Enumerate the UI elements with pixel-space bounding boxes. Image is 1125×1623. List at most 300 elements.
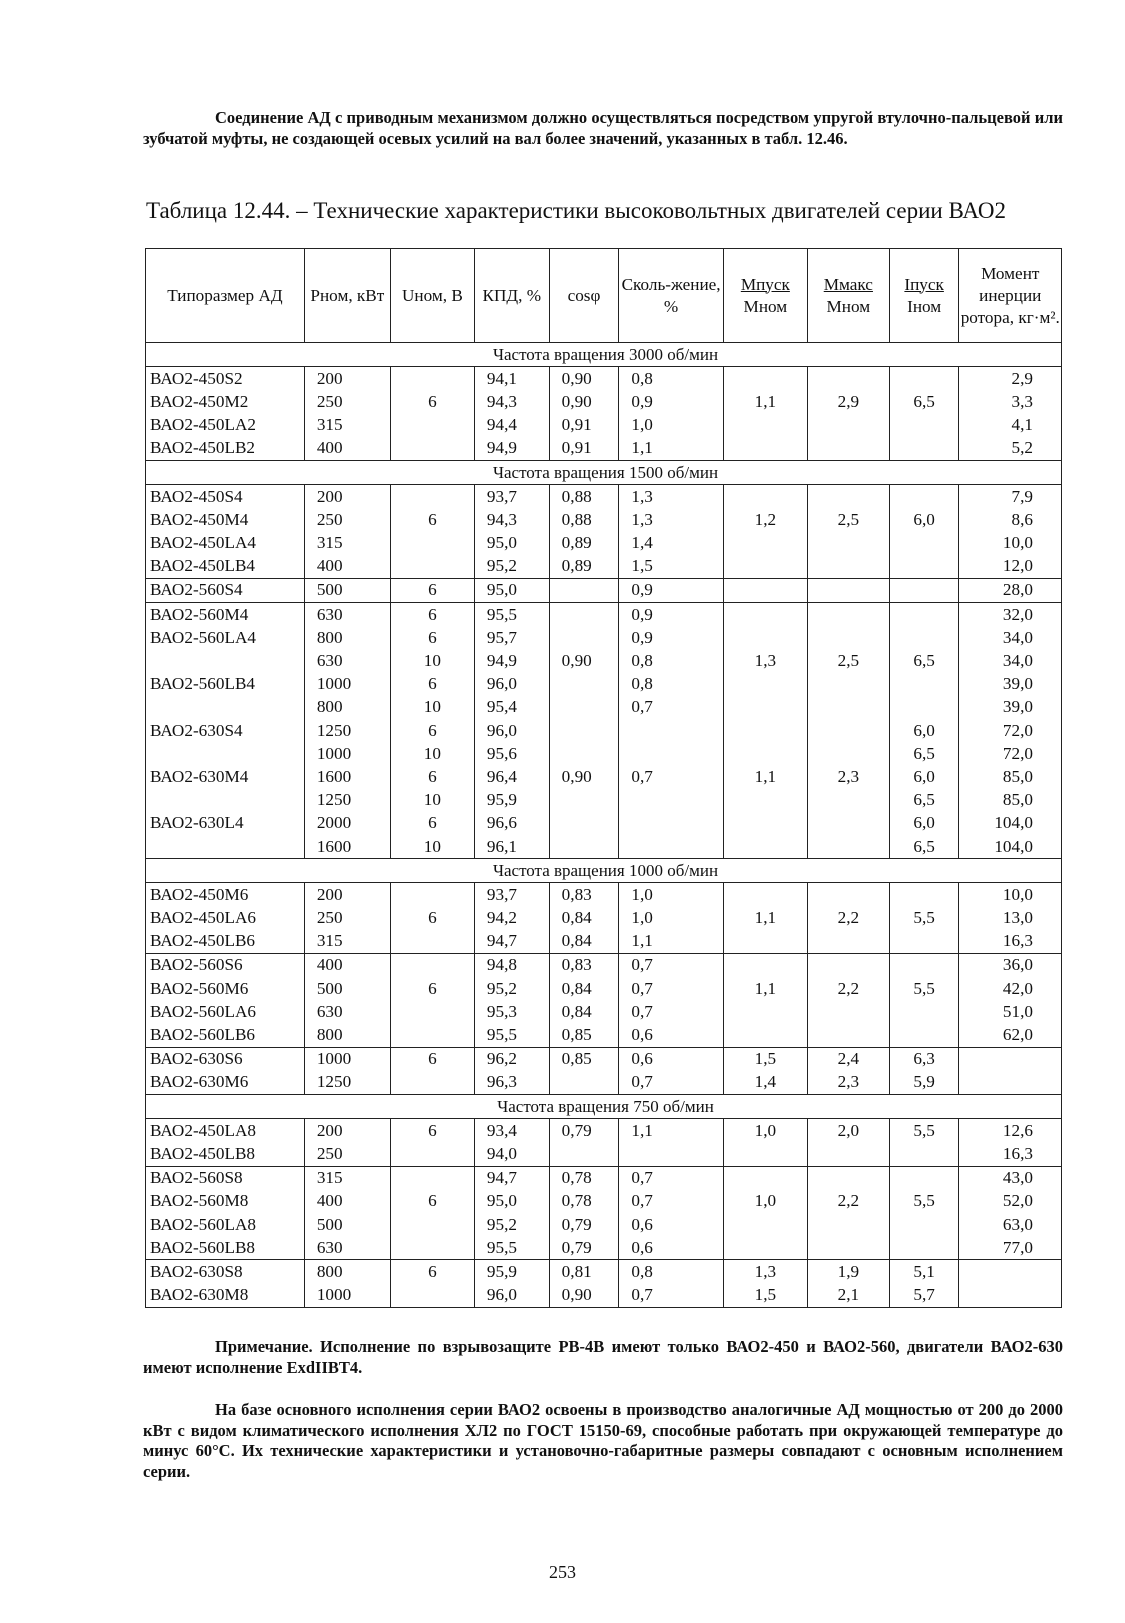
table-cell: [723, 485, 807, 509]
table-cell: 63,0: [959, 1213, 1062, 1236]
header-efficiency: КПД, %: [474, 249, 549, 343]
header-istart-bottom: Iном: [907, 296, 942, 316]
table-cell: 0,89: [549, 555, 619, 579]
table-cell: 72,0: [959, 719, 1062, 742]
table-cell: [390, 532, 474, 555]
body-paragraph: На базе основного исполнения серии ВАО2 освоены в производство аналогичные АД мощностью от 200 до 2000 кВт с видом климатического исполнения ХЛ2 по ГОСТ 15150-69, способные работать при окружающей температуре до минус 60°С. Их технические характеристики и установочно-габаритные размеры совпадают с основным исполнением серии.: [143, 1400, 1063, 1481]
table-row: [146, 1000, 1062, 1023]
table-cell: 104,0: [959, 812, 1062, 835]
table-cell: 0,7: [619, 953, 724, 977]
table-cell: 95,2: [474, 1213, 549, 1236]
table-cell: 1000: [304, 742, 390, 765]
table-cell: 200: [304, 367, 390, 391]
table-cell: [549, 812, 619, 835]
table-cell: [723, 367, 807, 391]
table-cell: [549, 719, 619, 742]
section-title: Частота вращения 750 об/мин: [146, 1095, 1062, 1119]
table-cell: [723, 414, 807, 437]
table-cell: [723, 1213, 807, 1236]
table-row: [146, 1023, 1062, 1047]
table-cell: 2,5: [807, 508, 889, 531]
table-cell: 0,7: [619, 1190, 724, 1213]
table-cell: 0,78: [549, 1166, 619, 1190]
table-cell: ВАО2-560S6: [146, 953, 305, 977]
table-cell: 0,90: [549, 765, 619, 788]
table-cell: 1,3: [723, 1260, 807, 1284]
table-cell: [619, 789, 724, 812]
table-cell: 96,2: [474, 1047, 549, 1071]
table-cell: 95,2: [474, 977, 549, 1000]
table-row: [146, 1071, 1062, 1095]
table-cell: 1,0: [619, 883, 724, 907]
table-row: [146, 603, 1062, 627]
table-cell: 28,0: [959, 578, 1062, 602]
table-cell: [723, 696, 807, 719]
table-cell: 0,90: [549, 367, 619, 391]
table-cell: 2,9: [807, 390, 889, 413]
table-row: [146, 1142, 1062, 1166]
table-cell: ВАО2-450LA8: [146, 1119, 305, 1143]
table-cell: 6: [390, 673, 474, 696]
header-inertia: Момент инерции ротора, кг·м².: [959, 249, 1062, 343]
table-cell: 630: [304, 603, 390, 627]
table-cell: 6: [390, 508, 474, 531]
table-cell: ВАО2-630М8: [146, 1284, 305, 1308]
table-cell: 6,5: [889, 789, 959, 812]
table-cell: [889, 1166, 959, 1190]
table-row: [146, 835, 1062, 859]
table-cell: 85,0: [959, 765, 1062, 788]
table-cell: 1,1: [619, 930, 724, 954]
table-cell: [146, 742, 305, 765]
table-cell: 95,5: [474, 603, 549, 627]
table-cell: 1,1: [723, 977, 807, 1000]
table-cell: ВАО2-450LA4: [146, 532, 305, 555]
table-row: [146, 367, 1062, 391]
table-cell: [889, 673, 959, 696]
table-cell: 6,5: [889, 835, 959, 859]
table-cell: 62,0: [959, 1023, 1062, 1047]
table-cell: 0,8: [619, 1260, 724, 1284]
table-cell: [889, 930, 959, 954]
table-cell: ВАО2-560LA8: [146, 1213, 305, 1236]
table-cell: [959, 1047, 1062, 1071]
table-cell: 95,9: [474, 789, 549, 812]
table-cell: [390, 555, 474, 579]
table-cell: [723, 930, 807, 954]
table-row: [146, 649, 1062, 672]
table-cell: 39,0: [959, 696, 1062, 719]
table-cell: 250: [304, 508, 390, 531]
table-row: [146, 742, 1062, 765]
table-cell: ВАО2-560S8: [146, 1166, 305, 1190]
table-cell: 500: [304, 578, 390, 602]
table-cell: 800: [304, 696, 390, 719]
header-power: Pном, кВт: [304, 249, 390, 343]
table-cell: [723, 1166, 807, 1190]
table-cell: [807, 742, 889, 765]
table-cell: [146, 835, 305, 859]
table-cell: 0,90: [549, 649, 619, 672]
table-row: [146, 719, 1062, 742]
header-mstart-bottom: Мном: [743, 296, 788, 316]
table-cell: ВАО2-630L4: [146, 812, 305, 835]
table-cell: 1,5: [619, 555, 724, 579]
table-cell: [807, 1236, 889, 1260]
table-cell: 1,2: [723, 508, 807, 531]
table-cell: ВАО2-560М6: [146, 977, 305, 1000]
table-cell: [549, 835, 619, 859]
header-mmax: [807, 249, 889, 343]
table-cell: 2,3: [807, 765, 889, 788]
table-cell: 0,79: [549, 1213, 619, 1236]
table-cell: 0,6: [619, 1023, 724, 1047]
table-cell: [723, 1236, 807, 1260]
page-number: 253: [549, 1562, 576, 1582]
table-cell: 8,6: [959, 508, 1062, 531]
table-cell: ВАО2-450М6: [146, 883, 305, 907]
table-cell: 1250: [304, 789, 390, 812]
table-cell: 800: [304, 1023, 390, 1047]
section-title: Частота вращения 1000 об/мин: [146, 859, 1062, 883]
table-cell: [723, 883, 807, 907]
table-cell: ВАО2-560LB4: [146, 673, 305, 696]
table-cell: 5,2: [959, 437, 1062, 461]
table-cell: [723, 532, 807, 555]
table-cell: 95,9: [474, 1260, 549, 1284]
table-row: [146, 883, 1062, 907]
table-cell: [723, 812, 807, 835]
table-cell: 315: [304, 930, 390, 954]
table-cell: 0,7: [619, 1284, 724, 1308]
table-row: [146, 508, 1062, 531]
table-cell: 95,0: [474, 1190, 549, 1213]
table-cell: ВАО2-450LA6: [146, 907, 305, 930]
table-cell: 200: [304, 1119, 390, 1143]
table-cell: 315: [304, 532, 390, 555]
table-cell: 0,6: [619, 1047, 724, 1071]
table-cell: 0,7: [619, 765, 724, 788]
table-cell: 94,7: [474, 930, 549, 954]
table-cell: ВАО2-450LB2: [146, 437, 305, 461]
table-cell: ВАО2-450LB4: [146, 555, 305, 579]
table-cell: [390, 1071, 474, 1095]
table-cell: 85,0: [959, 789, 1062, 812]
table-cell: 0,84: [549, 1000, 619, 1023]
table-cell: [807, 1023, 889, 1047]
table-cell: ВАО2-630М4: [146, 765, 305, 788]
table-cell: 96,0: [474, 719, 549, 742]
table-cell: 10,0: [959, 532, 1062, 555]
table-cell: 95,2: [474, 555, 549, 579]
table-cell: [807, 1166, 889, 1190]
table-cell: 6,0: [889, 812, 959, 835]
table-cell: [889, 485, 959, 509]
table-row: [146, 789, 1062, 812]
table-cell: [807, 555, 889, 579]
table-cell: [889, 626, 959, 649]
table-cell: [390, 1023, 474, 1047]
table-cell: 36,0: [959, 953, 1062, 977]
table-cell: 6: [390, 1119, 474, 1143]
table-cell: 6: [390, 626, 474, 649]
motor-specs-table: [145, 248, 1062, 1308]
table-cell: 94,9: [474, 437, 549, 461]
table-cell: 94,2: [474, 907, 549, 930]
table-cell: [549, 1142, 619, 1166]
table-cell: 72,0: [959, 742, 1062, 765]
header-istart: [889, 249, 959, 343]
table-cell: 12,0: [959, 555, 1062, 579]
table-cell: 94,9: [474, 649, 549, 672]
table-cell: [390, 1166, 474, 1190]
table-cell: ВАО2-450LB8: [146, 1142, 305, 1166]
table-cell: 1,1: [619, 437, 724, 461]
table-cell: ВАО2-630S8: [146, 1260, 305, 1284]
table-cell: 96,4: [474, 765, 549, 788]
table-cell: [807, 930, 889, 954]
table-cell: 95,3: [474, 1000, 549, 1023]
table-cell: [390, 437, 474, 461]
table-cell: 94,4: [474, 414, 549, 437]
table-cell: 77,0: [959, 1236, 1062, 1260]
table-row: [146, 1119, 1062, 1143]
table-row: [146, 696, 1062, 719]
table-cell: 0,9: [619, 390, 724, 413]
table-cell: 104,0: [959, 835, 1062, 859]
table-cell: [889, 696, 959, 719]
table-cell: [549, 626, 619, 649]
table-cell: 93,7: [474, 883, 549, 907]
table-cell: 0,79: [549, 1236, 619, 1260]
table-cell: ВАО2-560LB6: [146, 1023, 305, 1047]
table-cell: [959, 1260, 1062, 1284]
table-cell: [549, 742, 619, 765]
table-cell: 0,84: [549, 907, 619, 930]
table-cell: 42,0: [959, 977, 1062, 1000]
table-row: [146, 673, 1062, 696]
header-mmax-bottom: Мном: [826, 296, 871, 316]
table-cell: [723, 789, 807, 812]
table-cell: [390, 930, 474, 954]
header-mstart-top: Мпуск: [740, 274, 790, 294]
table-cell: [807, 485, 889, 509]
table-cell: [807, 789, 889, 812]
table-cell: 2,3: [807, 1071, 889, 1095]
table-cell: [807, 532, 889, 555]
section-title: Частота вращения 1500 об/мин: [146, 460, 1062, 484]
table-cell: 2,5: [807, 649, 889, 672]
table-cell: [807, 673, 889, 696]
table-cell: 10: [390, 649, 474, 672]
table-cell: 1,4: [723, 1071, 807, 1095]
table-cell: [889, 1236, 959, 1260]
table-cell: 1250: [304, 1071, 390, 1095]
table-cell: 0,85: [549, 1023, 619, 1047]
table-cell: 1,0: [723, 1119, 807, 1143]
table-cell: 94,8: [474, 953, 549, 977]
table-cell: [619, 719, 724, 742]
table-cell: [723, 835, 807, 859]
table-cell: 400: [304, 437, 390, 461]
table-cell: 0,84: [549, 930, 619, 954]
table-cell: 400: [304, 555, 390, 579]
header-type: Типоразмер АД: [146, 249, 305, 343]
table-cell: 315: [304, 414, 390, 437]
table-cell: [807, 835, 889, 859]
table-cell: 1,1: [723, 390, 807, 413]
table-cell: [390, 1000, 474, 1023]
table-cell: 7,9: [959, 485, 1062, 509]
table-cell: 1000: [304, 1047, 390, 1071]
table-cell: 1,9: [807, 1260, 889, 1284]
table-cell: 2,1: [807, 1284, 889, 1308]
table-cell: [807, 812, 889, 835]
table-cell: 1,3: [619, 485, 724, 509]
table-cell: 2,2: [807, 977, 889, 1000]
table-cell: [146, 789, 305, 812]
table-cell: 0,9: [619, 603, 724, 627]
table-cell: 0,8: [619, 367, 724, 391]
table-row: [146, 1190, 1062, 1213]
table-cell: 0,88: [549, 508, 619, 531]
table-cell: 800: [304, 626, 390, 649]
table-row: [146, 437, 1062, 461]
table-cell: ВАО2-450LB6: [146, 930, 305, 954]
table-cell: 0,9: [619, 578, 724, 602]
table-cell: 0,7: [619, 1000, 724, 1023]
table-cell: 1,1: [619, 1119, 724, 1143]
table-cell: ВАО2-630S6: [146, 1047, 305, 1071]
table-cell: 96,1: [474, 835, 549, 859]
table-cell: 95,0: [474, 578, 549, 602]
table-cell: 500: [304, 1213, 390, 1236]
table-cell: ВАО2-450М4: [146, 508, 305, 531]
table-cell: 5,5: [889, 1190, 959, 1213]
table-cell: 96,6: [474, 812, 549, 835]
table-cell: 10: [390, 742, 474, 765]
table-cell: 6: [390, 1047, 474, 1071]
table-cell: 2,2: [807, 1190, 889, 1213]
table-cell: 0,7: [619, 696, 724, 719]
table-cell: 6,3: [889, 1047, 959, 1071]
table-cell: 5,7: [889, 1284, 959, 1308]
table-cell: 96,3: [474, 1071, 549, 1095]
table-cell: 250: [304, 907, 390, 930]
table-cell: 1,4: [619, 532, 724, 555]
table-cell: [807, 414, 889, 437]
table-cell: 1,0: [723, 1190, 807, 1213]
intro-paragraph: Соединение АД с приводным механизмом должно осуществляться посредством упругой втулочно-пальцевой или зубчатой муфты, не создающей осевых усилий на вал более значений, указанных в табл. 12.46.: [143, 108, 1063, 148]
table-cell: [390, 1213, 474, 1236]
table-cell: [807, 626, 889, 649]
table-cell: 96,0: [474, 673, 549, 696]
table-cell: [619, 1142, 724, 1166]
note-paragraph: Примечание. Исполнение по взрывозащите РВ-4В имеют только ВАО2-450 и ВАО2-560, двигатели ВАО2-630 имеют исполнение ExdIIBT4.: [143, 1337, 1063, 1377]
table-cell: 5,1: [889, 1260, 959, 1284]
table-row: [146, 1213, 1062, 1236]
table-row: [146, 1236, 1062, 1260]
table-cell: 200: [304, 485, 390, 509]
table-cell: 0,6: [619, 1236, 724, 1260]
table-cell: 93,4: [474, 1119, 549, 1143]
section-row: [146, 859, 1062, 883]
table-cell: 0,6: [619, 1213, 724, 1236]
table-cell: 32,0: [959, 603, 1062, 627]
table-cell: 0,8: [619, 673, 724, 696]
table-cell: ВАО2-630М6: [146, 1071, 305, 1095]
table-cell: [390, 953, 474, 977]
table-row: [146, 1166, 1062, 1190]
table-cell: 6: [390, 1260, 474, 1284]
table-cell: ВАО2-450S4: [146, 485, 305, 509]
table-cell: 630: [304, 1236, 390, 1260]
table-cell: [619, 812, 724, 835]
table-cell: [390, 1236, 474, 1260]
table-cell: 630: [304, 649, 390, 672]
table-cell: [723, 578, 807, 602]
table-cell: 6,0: [889, 765, 959, 788]
table-cell: 250: [304, 1142, 390, 1166]
table-cell: 5,5: [889, 977, 959, 1000]
table-cell: 1000: [304, 673, 390, 696]
table-cell: [889, 437, 959, 461]
table-row: [146, 930, 1062, 954]
table-cell: 6,5: [889, 390, 959, 413]
table-cell: [959, 1284, 1062, 1308]
header-mstart: [723, 249, 807, 343]
table-cell: [549, 578, 619, 602]
table-row: [146, 532, 1062, 555]
table-cell: ВАО2-560S4: [146, 578, 305, 602]
table-cell: 12,6: [959, 1119, 1062, 1143]
table-cell: [807, 578, 889, 602]
table-cell: 4,1: [959, 414, 1062, 437]
table-caption: Таблица 12.44. – Технические характеристики высоковольтных двигателей серии ВАО2: [146, 198, 1006, 223]
table-cell: 2,4: [807, 1047, 889, 1071]
table-cell: 0,91: [549, 437, 619, 461]
table-cell: [807, 1213, 889, 1236]
table-row: [146, 1260, 1062, 1284]
section-row: [146, 1095, 1062, 1119]
header-istart-top: Iпуск: [904, 274, 944, 294]
table-cell: [889, 883, 959, 907]
table-cell: 1600: [304, 765, 390, 788]
table-cell: 51,0: [959, 1000, 1062, 1023]
table-cell: 400: [304, 1190, 390, 1213]
table-row: [146, 812, 1062, 835]
table-cell: [889, 414, 959, 437]
table-cell: 43,0: [959, 1166, 1062, 1190]
table-cell: 95,5: [474, 1236, 549, 1260]
table-cell: 6: [390, 578, 474, 602]
table-cell: 16,3: [959, 930, 1062, 954]
table-cell: 1600: [304, 835, 390, 859]
table-cell: 5,5: [889, 1119, 959, 1143]
table-cell: [549, 673, 619, 696]
table-cell: 250: [304, 390, 390, 413]
table-cell: [889, 953, 959, 977]
table-cell: [807, 719, 889, 742]
table-cell: 3,3: [959, 390, 1062, 413]
table-cell: [723, 719, 807, 742]
table-cell: [723, 1023, 807, 1047]
table-cell: 6: [390, 812, 474, 835]
table-cell: ВАО2-560LA6: [146, 1000, 305, 1023]
table-cell: [889, 578, 959, 602]
table-cell: 0,9: [619, 626, 724, 649]
table-cell: [807, 1000, 889, 1023]
